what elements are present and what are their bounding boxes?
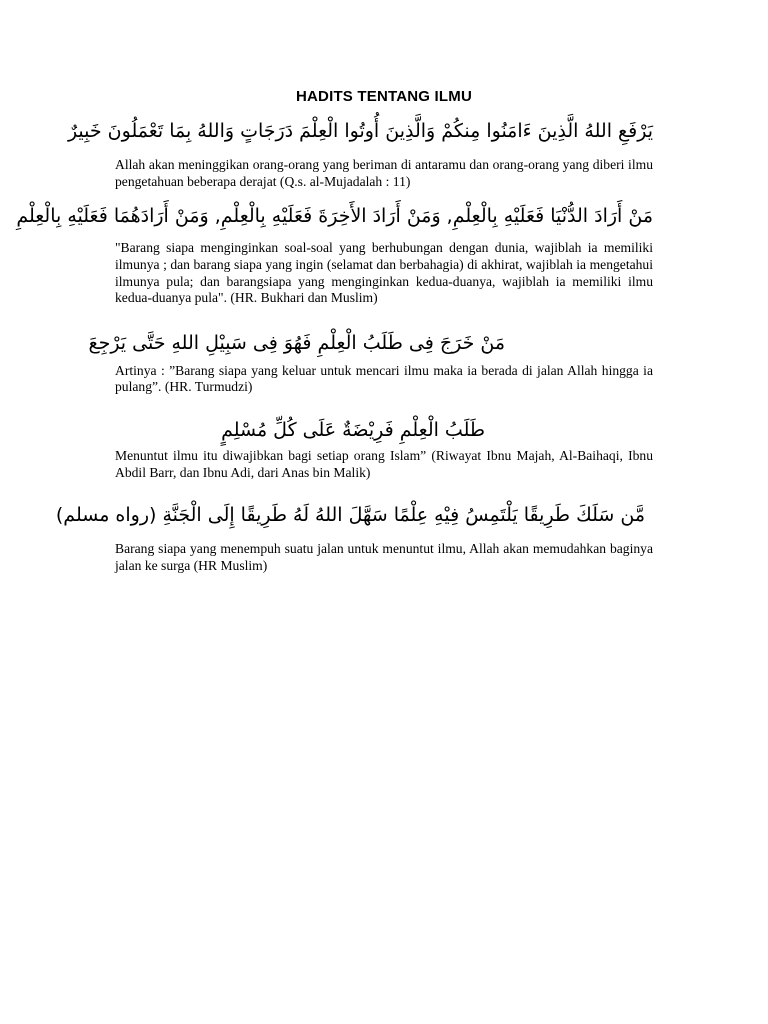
hadith-section-5: [55, 497, 653, 574]
document-page: [16, 88, 653, 575]
arabic-text-wrapper: [115, 412, 653, 448]
arabic-text-wrapper: [88, 325, 653, 361]
arabic-hadith: مَنْ خَرَجَ فِى طَلَبُ الْعِلْمِ فَهُوَ فِى سَبِيْلِ اللهِ حَتَّى يَرْجِعَ: [88, 331, 505, 354]
arabic-text-wrapper: [67, 113, 653, 149]
arabic-verse: يَرْفَعِ اللهُ الَّذِينَ ءَامَنُوا مِنكُمْ وَالَّذِينَ أُوتُوا الْعِلْمَ دَرَجَاتٍ وَاللهُ بِمَا تَعْمَلُونَ خَبِيرٌ: [67, 120, 653, 142]
hadith-section-1: [67, 113, 653, 190]
translation-text: "Barang siapa menginginkan soal-soal yang berhubungan dengan dunia, wajiblah ia memiliki ilmunya ; dan barang siapa yang ingin (selamat dan berbahagia) di akhirat, wajiblah ia mengetahui ilmunya pula; dan barangsiapa yang menginginkan kedua-duanya, wajiblah ia memiliki ilmu kedua-duanya pula". (HR. Bukhari dan Muslim): [115, 240, 653, 306]
hadith-section-2: [16, 198, 653, 306]
arabic-hadith: مَّن سَلَكَ طَرِيقًا يَلْتَمِسُ فِيْهِ عِلْمًا سَهَّلَ اللهُ لَهُ طَرِيقًا إِلَى الْجَنَّةِ (رواه مسلم): [55, 504, 645, 527]
translation-text: Artinya : ”Barang siapa yang keluar untuk mencari ilmu maka ia berada di jalan Allah hingga ia pulang”. (HR. Turmudzi): [115, 362, 653, 395]
arabic-text-wrapper: [16, 198, 653, 234]
document-title: HADITS TENTANG ILMU: [295, 88, 472, 105]
translation-text: Allah akan meninggikan orang-orang yang beriman di antaramu dan orang-orang yang diberi ilmu pengetahuan beberapa derajat (Q.s. al-Mujadalah : 11): [115, 157, 653, 189]
hadith-section-3: [88, 325, 653, 396]
translation-text: Menuntut ilmu itu diwajibkan bagi setiap orang Islam” (Riwayat Ibnu Majah, Al-Baihaqi, Ibnu Abdil Barr, dan Ibnu Adi, dari Anas bin Malik): [115, 448, 653, 480]
translation-text: Barang siapa yang menempuh suatu jalan untuk menuntut ilmu, Allah akan memudahkan baginya jalan ke surga (HR Muslim): [115, 541, 653, 573]
hadith-section-4: [115, 412, 653, 481]
arabic-hadith: طَلَبُ الْعِلْمِ فَرِيْضَةٌ عَلَى كُلِّ مُسْلِمٍ: [221, 419, 485, 442]
arabic-hadith: مَنْ أَرَادَ الدُّنْيَا فَعَلَيْهِ بِالْعِلْمِ, وَمَنْ أَرَادَ الأَخِرَةَ فَعَلَيْهِ بِالْعِلْمِ, وَمَنْ أَرَادَهُمَا فَعَلَيْهِ بِالْعِلْمِ: [16, 205, 653, 228]
arabic-text-wrapper: [55, 497, 653, 533]
